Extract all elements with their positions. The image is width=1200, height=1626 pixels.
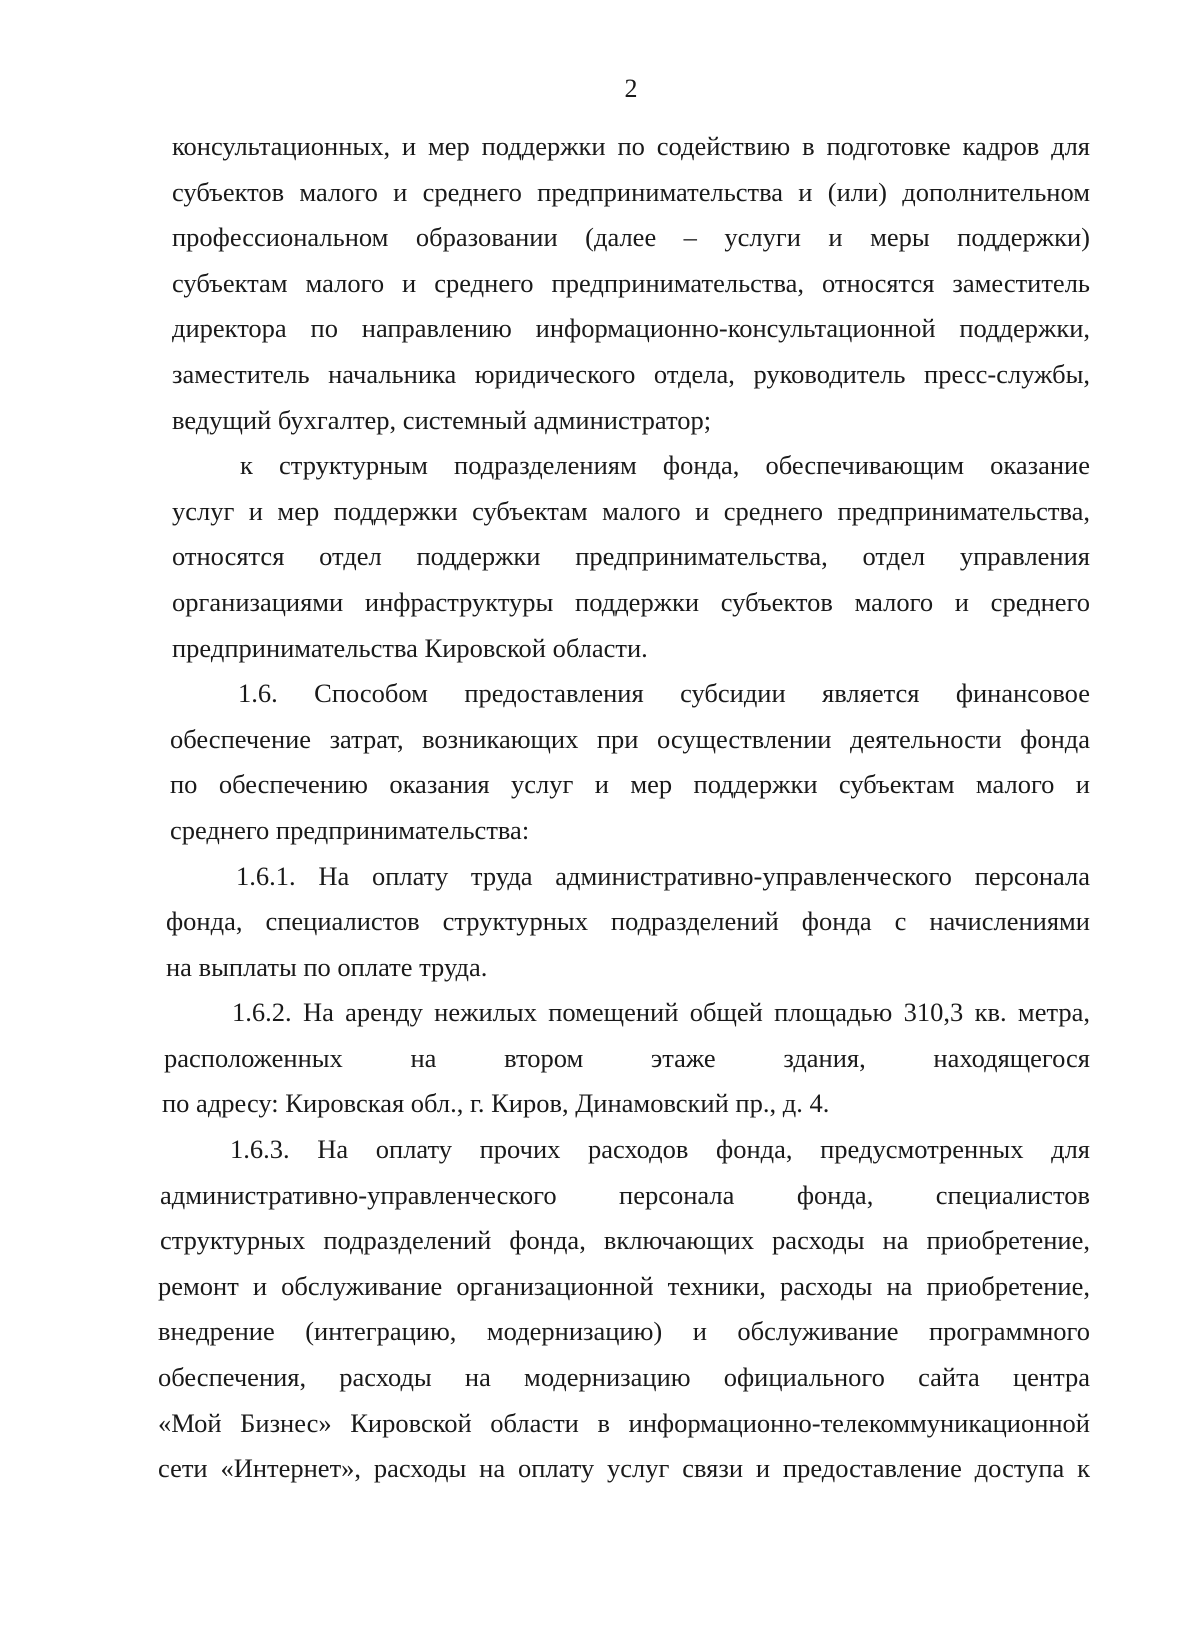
text-line: расположенных на втором этаже здания, находящегося	[164, 1042, 1090, 1073]
text-line: профессиональном образовании (далее – услуги и меры поддержки)	[172, 222, 1090, 253]
text-line: административно-управленческого персонала фонда, специалистов	[160, 1179, 1090, 1210]
text-line: по обеспечению оказания услуг и мер поддержки субъектам малого и	[170, 769, 1090, 800]
text-line: ведущий бухгалтер, системный администратор;	[172, 404, 712, 435]
text-line: субъектов малого и среднего предпринимательства и (или) дополнительном	[172, 176, 1090, 207]
text-line: обеспечение затрат, возникающих при осуществлении деятельности фонда	[170, 723, 1090, 754]
paragraph-first-line: 1.6.1. На оплату труда административно-управленческого персонала	[236, 860, 1090, 891]
paragraph-first-line: 1.6.3. На оплату прочих расходов фонда, предусмотренных для	[230, 1134, 1090, 1165]
text-line: организациями инфраструктуры поддержки субъектов малого и среднего	[172, 586, 1090, 617]
paragraph-first-line: 1.6.2. На аренду нежилых помещений общей площадью 310,3 кв. метра,	[232, 997, 1090, 1028]
text-line: предпринимательства Кировской области.	[172, 632, 648, 663]
text-line: среднего предпринимательства:	[170, 814, 530, 845]
text-line: структурных подразделений фонда, включающих расходы на приобретение,	[160, 1225, 1090, 1256]
text-line: внедрение (интеграцию, модернизацию) и обслуживание программного	[158, 1316, 1090, 1347]
text-line: директора по направлению информационно-консультационной поддержки,	[172, 313, 1090, 344]
page-number: 2	[624, 74, 638, 103]
text-line: заместитель начальника юридического отдела, руководитель пресс-службы,	[172, 358, 1090, 389]
document-body	[158, 124, 1090, 1492]
text-line: обеспечения, расходы на модернизацию официального сайта центра	[158, 1362, 1090, 1393]
text-line: услуг и мер поддержки субъектам малого и среднего предпринимательства,	[172, 495, 1090, 526]
text-line: ремонт и обслуживание организационной техники, расходы на приобретение,	[158, 1270, 1090, 1301]
text-line: сети «Интернет», расходы на оплату услуг связи и предоставление доступа к	[158, 1453, 1090, 1484]
text-line: консультационных, и мер поддержки по содействию в подготовке кадров для	[172, 131, 1090, 161]
text-line: «Мой Бизнес» Кировской области в информационно-телекоммуникационной	[158, 1407, 1090, 1438]
text-line: по адресу: Кировская обл., г. Киров, Динамовский пр., д. 4.	[162, 1088, 830, 1119]
paragraph-first-line: к структурным подразделениям фонда, обеспечивающим оказание	[240, 450, 1090, 481]
text-line: субъектам малого и среднего предпринимательства, относятся заместитель	[172, 267, 1090, 298]
text-line: относятся отдел поддержки предпринимательства, отдел управления	[172, 541, 1090, 572]
paragraph-first-line: 1.6. Способом предоставления субсидии является финансовое	[238, 678, 1090, 709]
text-line: фонда, специалистов структурных подразделений фонда с начислениями	[166, 906, 1090, 937]
text-line: на выплаты по оплате труда.	[166, 951, 488, 982]
